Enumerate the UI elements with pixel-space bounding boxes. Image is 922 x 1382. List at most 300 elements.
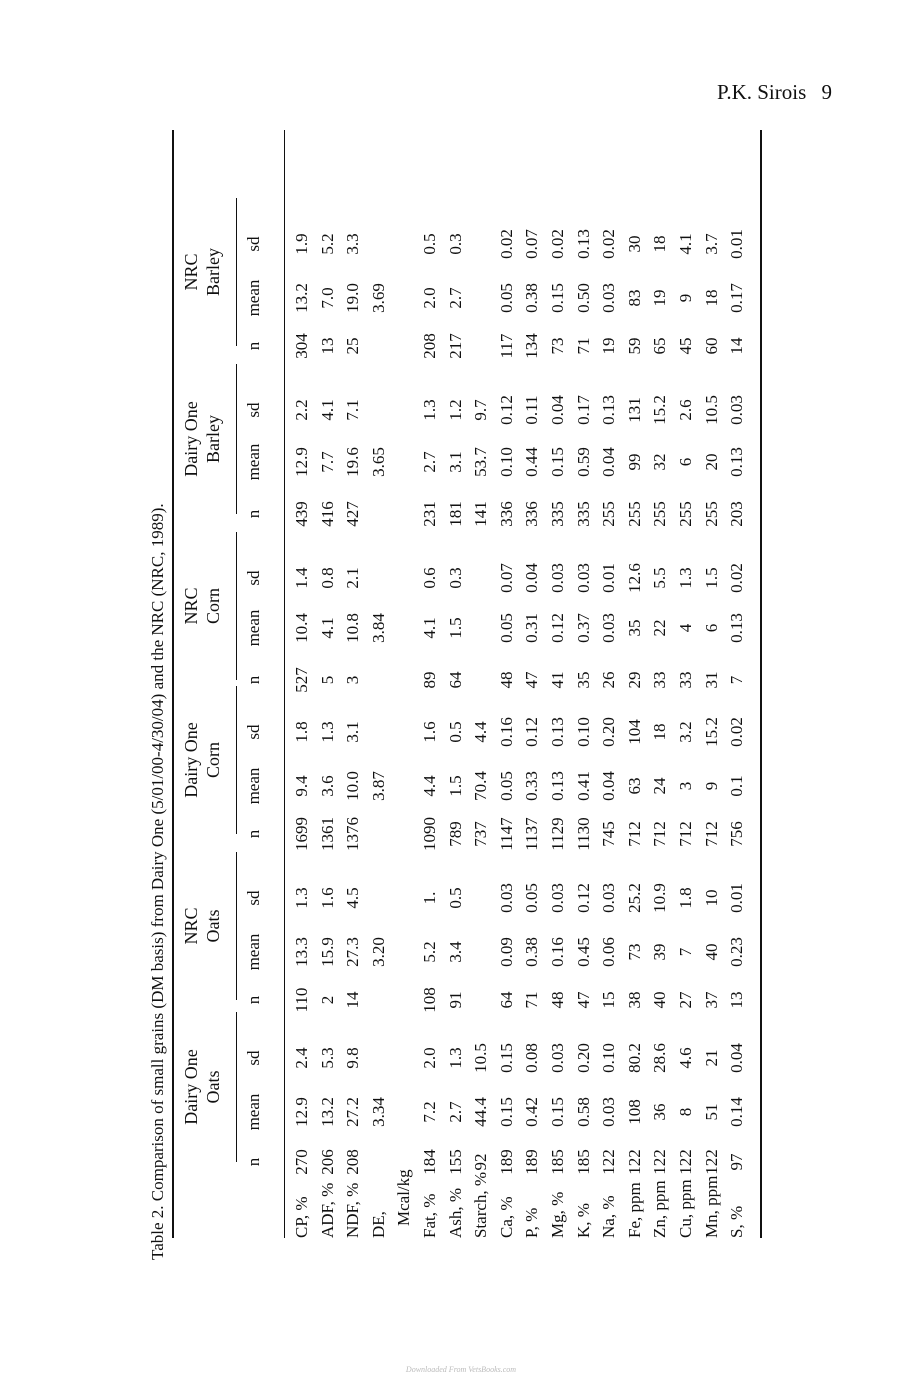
table-cell: 80.2	[624, 1043, 644, 1073]
table-cell: 4	[676, 623, 695, 633]
table-cell: 0.17	[727, 283, 747, 313]
table-cell: 0.03	[599, 883, 619, 913]
table-cell: 73	[548, 337, 567, 355]
table-cell: 0.38	[522, 937, 542, 967]
rotated-table-block	[148, 130, 768, 1260]
table-cell: 8	[676, 1107, 695, 1117]
table-cell: 3.65	[368, 447, 388, 477]
table-cell: 65	[650, 337, 670, 355]
table-cell: 2.0	[420, 1047, 439, 1069]
row-label: Na, %	[599, 1195, 619, 1238]
table-cell: 64	[445, 671, 465, 689]
table-cell: 36	[650, 1103, 670, 1121]
table-cell: 1.6	[317, 887, 337, 909]
table-cell: 18	[701, 289, 721, 307]
subheader-mean: mean	[244, 933, 263, 971]
table-cell: 0.15	[496, 1043, 516, 1073]
table-cell: 7.1	[343, 399, 363, 421]
table-cell: 0.33	[522, 771, 542, 801]
table-cell: 255	[676, 501, 695, 527]
table-cell: 25	[343, 337, 363, 355]
table-cell: 28.6	[650, 1043, 670, 1073]
subheader-n: n	[244, 341, 263, 351]
table-cell: 0.13	[548, 717, 567, 747]
row-label: Ash, %	[445, 1187, 465, 1238]
group-underline	[236, 686, 237, 834]
table-cell: 41	[548, 671, 567, 689]
subheader-sd: sd	[244, 570, 263, 586]
group-source-label: NRC	[181, 907, 201, 945]
table-cell: 0.05	[496, 771, 516, 801]
table-cell: 4.1	[317, 399, 337, 421]
table-cell: 117	[496, 333, 516, 359]
running-author: P.K. Sirois	[716, 80, 807, 104]
table-cell: 1137	[522, 817, 542, 851]
row-label: Mn, ppm	[701, 1175, 721, 1238]
table-cell: 1.9	[292, 233, 311, 255]
column-group-2	[180, 686, 224, 834]
table-cell: 4.5	[343, 887, 363, 909]
table-cell: 189	[496, 1149, 516, 1175]
header-rule	[284, 130, 285, 1238]
table-cell: 3.1	[343, 721, 363, 743]
table-cell: 10.8	[343, 613, 363, 643]
table-cell: 15	[599, 991, 619, 1009]
table-cell: 0.10	[496, 447, 516, 477]
table-cell: 9.7	[471, 399, 491, 421]
table-cell: 4.1	[317, 617, 337, 639]
table-cell: 71	[522, 991, 542, 1009]
table-cell: 0.3	[445, 233, 465, 255]
table-cell: 30	[624, 235, 644, 253]
table-cell: 737	[471, 821, 491, 847]
table-cell: 0.01	[599, 563, 619, 593]
table-cell: 3.1	[445, 451, 465, 473]
table-cell: 83	[624, 289, 644, 307]
table-cell: 0.05	[496, 613, 516, 643]
table-cell: 4.1	[420, 617, 439, 639]
table-cell: 71	[573, 337, 593, 355]
table-cell: 0.05	[496, 283, 516, 313]
row-label: Starch, %	[471, 1171, 491, 1238]
table-cell: 0.13	[573, 229, 593, 259]
table-cell: 5.3	[317, 1047, 337, 1069]
table-cell: 104	[624, 719, 644, 745]
table-cell: 0.13	[727, 447, 747, 477]
table-cell: 0.8	[317, 567, 337, 589]
table-cell: 4.6	[676, 1047, 695, 1069]
table-cell: 70.4	[471, 771, 491, 801]
table-cell: 0.16	[548, 937, 567, 967]
table-cell: 304	[292, 333, 311, 359]
table-cell: 0.15	[496, 1097, 516, 1127]
subheader-sd: sd	[244, 890, 263, 906]
table-cell: 0.03	[599, 283, 619, 313]
table-cell: 26	[599, 671, 619, 689]
row-label: Fat, %	[420, 1193, 439, 1238]
group-source-label: Dairy One	[181, 1049, 201, 1125]
table-cell: 14	[343, 991, 363, 1009]
group-underline	[236, 364, 237, 514]
table-cell: 3.20	[368, 937, 388, 967]
table-cell: 33	[650, 671, 670, 689]
table-cell: 0.12	[573, 883, 593, 913]
table-cell: 10.0	[343, 771, 363, 801]
table-cell: 15.2	[650, 395, 670, 425]
table-cell: 7.0	[317, 287, 337, 309]
table-cell: 3.4	[445, 941, 465, 963]
table-cell: 0.02	[599, 229, 619, 259]
table-cell: 15.2	[701, 717, 721, 747]
table-cell: 231	[420, 501, 439, 527]
table-cell: 0.12	[548, 613, 567, 643]
group-source-label: NRC	[181, 253, 201, 291]
subheader-mean: mean	[244, 279, 263, 317]
table-cell: 1.5	[445, 617, 465, 639]
subheader-n: n	[244, 509, 263, 519]
table-cell: 0.09	[496, 937, 516, 967]
table-cell: 19.6	[343, 447, 363, 477]
table-bottom-rule	[760, 130, 762, 1238]
table-cell: 39	[650, 943, 670, 961]
table-cell: 1.6	[420, 721, 439, 743]
table-cell: 48	[548, 991, 567, 1009]
table-cell: 1.5	[445, 775, 465, 797]
column-group-5	[180, 198, 224, 346]
download-watermark: Downloaded From VetsBooks.com	[405, 1365, 517, 1374]
table-cell: 13.3	[292, 937, 311, 967]
table-cell: 0.04	[522, 563, 542, 593]
table-cell: 22	[650, 619, 670, 637]
table-cell: 712	[624, 821, 644, 847]
table-cell: 9.4	[292, 775, 311, 797]
table-cell: 0.02	[727, 717, 747, 747]
table-cell: 184	[420, 1149, 439, 1175]
table-cell: 35	[573, 671, 593, 689]
group-grain-label: Corn	[203, 588, 223, 624]
table-cell: 3.34	[368, 1097, 388, 1127]
table-cell: 185	[573, 1149, 593, 1175]
table-cell: 92	[471, 1153, 491, 1171]
table-cell: 0.03	[573, 563, 593, 593]
table-cell: 0.38	[522, 283, 542, 313]
column-group-0	[180, 1012, 224, 1162]
table-cell: 59	[624, 337, 644, 355]
table-cell: 48	[496, 671, 516, 689]
table-cell: 6	[676, 457, 695, 467]
table-cell: 0.03	[599, 1097, 619, 1127]
table-cell: 712	[676, 821, 695, 847]
subheader-sd: sd	[244, 1050, 263, 1066]
table-cell: 336	[496, 501, 516, 527]
table-cell: 9	[701, 781, 721, 791]
row-label: Mcal/kg	[394, 1169, 414, 1226]
table-cell: 255	[650, 501, 670, 527]
table-cell: 108	[420, 987, 439, 1013]
table-cell: 3	[343, 675, 363, 685]
table-cell: 10.4	[292, 613, 311, 643]
table-cell: 336	[522, 501, 542, 527]
table-cell: 416	[317, 501, 337, 527]
table-cell: 3.84	[368, 613, 388, 643]
table-cell: 12.9	[292, 1097, 311, 1127]
table-cell: 89	[420, 671, 439, 689]
table-cell: 712	[701, 821, 721, 847]
table-cell: 1.3	[676, 567, 695, 589]
table-cell: 40	[701, 943, 721, 961]
table-cell: 0.23	[727, 937, 747, 967]
table-cell: 9	[676, 293, 695, 303]
table-cell: 3.6	[317, 775, 337, 797]
table-cell: 33	[676, 671, 695, 689]
table-cell: 2.1	[343, 567, 363, 589]
table-cell: 1.3	[445, 1047, 465, 1069]
table-cell: 108	[624, 1099, 644, 1125]
group-grain-label: Corn	[203, 742, 223, 778]
row-label: Fe, ppm	[624, 1182, 644, 1238]
table-cell: 439	[292, 501, 311, 527]
table-cell: 527	[292, 667, 311, 693]
row-label: Ca, %	[496, 1196, 516, 1238]
row-label: K, %	[573, 1203, 593, 1238]
table-cell: 44.4	[471, 1097, 491, 1127]
table-cell: 1.8	[676, 887, 695, 909]
table-cell: 0.13	[727, 613, 747, 643]
table-cell: 27	[676, 991, 695, 1009]
table-cell: 0.15	[548, 447, 567, 477]
table-cell: 0.45	[573, 937, 593, 967]
table-cell: 1130	[573, 817, 593, 851]
table-cell: 0.02	[496, 229, 516, 259]
table-cell: 19.0	[343, 283, 363, 313]
table-cell: 0.12	[522, 717, 542, 747]
subheader-mean: mean	[244, 443, 263, 481]
table-cell: 0.04	[727, 1043, 747, 1073]
table-cell: 5.2	[317, 233, 337, 255]
table-cell: 427	[343, 501, 363, 527]
table-cell: 15.9	[317, 937, 337, 967]
table-cell: 0.03	[496, 883, 516, 913]
table-cell: 1.3	[317, 721, 337, 743]
table-cell: 110	[292, 987, 311, 1013]
table-cell: 27.2	[343, 1097, 363, 1127]
table-cell: 12.9	[292, 447, 311, 477]
table-cell: 2.0	[420, 287, 439, 309]
group-underline	[236, 532, 237, 680]
table-cell: 0.50	[573, 283, 593, 313]
table-cell: 181	[445, 501, 465, 527]
table-cell: 155	[445, 1149, 465, 1175]
table-cell: 73	[624, 943, 644, 961]
row-label: Zn, ppm	[650, 1180, 670, 1238]
table-cell: 5	[317, 675, 337, 685]
group-grain-label: Oats	[203, 909, 223, 943]
table-cell: 18	[650, 723, 670, 741]
table-cell: 1.3	[292, 887, 311, 909]
table-cell: 0.03	[548, 883, 567, 913]
subheader-n: n	[244, 1157, 263, 1167]
table-cell: 45	[676, 337, 695, 355]
table-cell: 0.6	[420, 567, 439, 589]
table-cell: 1.8	[292, 721, 311, 743]
table-cell: 1376	[343, 817, 363, 851]
table-cell: 789	[445, 821, 465, 847]
table-cell: 712	[650, 821, 670, 847]
group-underline	[236, 1012, 237, 1162]
table-cell: 40	[650, 991, 670, 1009]
group-grain-label: Oats	[203, 1070, 223, 1104]
table-cell: 0.03	[548, 563, 567, 593]
table-cell: 2	[317, 995, 337, 1005]
table-cell: 37	[701, 991, 721, 1009]
table-cell: 3.87	[368, 771, 388, 801]
table-cell: 2.2	[292, 399, 311, 421]
table-cell: 64	[496, 991, 516, 1009]
table-cell: 20	[701, 453, 721, 471]
subheader-mean: mean	[244, 1093, 263, 1131]
group-source-label: Dairy One	[181, 401, 201, 477]
subheader-mean: mean	[244, 609, 263, 647]
table-cell: 756	[727, 821, 747, 847]
table-cell: 0.08	[522, 1043, 542, 1073]
table-cell: 25.2	[624, 883, 644, 913]
table-cell: 335	[573, 501, 593, 527]
table-cell: 189	[522, 1149, 542, 1175]
table-cell: 0.15	[548, 283, 567, 313]
table-cell: 6	[701, 623, 721, 633]
table-cell: 7.2	[420, 1101, 439, 1123]
table-cell: 0.04	[599, 771, 619, 801]
subheader-sd: sd	[244, 724, 263, 740]
table-cell: 255	[599, 501, 619, 527]
table-cell: 1361	[317, 817, 337, 851]
group-grain-label: Barley	[203, 248, 223, 296]
table-cell: 0.59	[573, 447, 593, 477]
table-cell: 38	[624, 991, 644, 1009]
table-cell: 0.1	[727, 775, 747, 797]
row-label: P, %	[522, 1207, 542, 1238]
table-cell: 0.58	[573, 1097, 593, 1127]
table-cell: 0.13	[599, 395, 619, 425]
table-cell: 2.7	[420, 451, 439, 473]
group-underline	[236, 198, 237, 346]
table-cell: 255	[624, 501, 644, 527]
table-cell: 1147	[496, 817, 516, 851]
table-cell: 0.41	[573, 771, 593, 801]
subheader-mean: mean	[244, 767, 263, 805]
table-cell: 91	[445, 991, 465, 1009]
table-cell: 63	[624, 777, 644, 795]
table-cell: 0.11	[522, 395, 542, 425]
group-underline	[236, 852, 237, 1000]
table-cell: 0.02	[727, 563, 747, 593]
table-cell: 0.12	[496, 395, 516, 425]
table-cell: 27.3	[343, 937, 363, 967]
table-cell: 1699	[292, 817, 311, 851]
row-label: NDF, %	[343, 1182, 363, 1238]
group-source-label: Dairy One	[181, 722, 201, 798]
table-cell: 0.15	[548, 1097, 567, 1127]
table-cell: 745	[599, 821, 619, 847]
table-cell: 1.2	[445, 399, 465, 421]
subheader-sd: sd	[244, 402, 263, 418]
table-cell: 3.7	[701, 233, 721, 255]
page-number: 9	[821, 80, 832, 104]
table-cell: 4.4	[471, 721, 491, 743]
table-cell: 0.20	[573, 1043, 593, 1073]
page-header	[707, 80, 832, 105]
table-cell: 47	[522, 671, 542, 689]
table-cell: 208	[420, 333, 439, 359]
table-cell: 208	[343, 1149, 363, 1175]
table-cell: 2.6	[676, 399, 695, 421]
table-cell: 29	[624, 671, 644, 689]
table-cell: 0.03	[599, 613, 619, 643]
table-cell: 13	[727, 991, 747, 1009]
table-cell: 0.13	[548, 771, 567, 801]
table-cell: 0.03	[548, 1043, 567, 1073]
table-cell: 0.05	[522, 883, 542, 913]
row-label: S, %	[727, 1205, 747, 1238]
table-cell: 18	[650, 235, 670, 253]
row-label: Cu, ppm	[676, 1179, 695, 1238]
table-cell: 13.2	[317, 1097, 337, 1127]
table-cell: 3.69	[368, 283, 388, 313]
row-label: Mg, %	[548, 1191, 567, 1238]
table-cell: 10.9	[650, 883, 670, 913]
table-cell: 0.06	[599, 937, 619, 967]
table-cell: 24	[650, 777, 670, 795]
table-cell: 2.7	[445, 1101, 465, 1123]
table-cell: 10.5	[471, 1043, 491, 1073]
table-cell: 122	[701, 1149, 721, 1175]
group-source-label: NRC	[181, 587, 201, 625]
table-cell: 131	[624, 397, 644, 423]
table-cell: 0.01	[727, 229, 747, 259]
table-cell: 35	[624, 619, 644, 637]
table-cell: 0.20	[599, 717, 619, 747]
table-cell: 270	[292, 1149, 311, 1175]
table-cell: 7	[727, 675, 747, 685]
table-cell: 122	[650, 1149, 670, 1175]
table-cell: 9.8	[343, 1047, 363, 1069]
table-cell: 97	[727, 1153, 747, 1171]
table-cell: 3.2	[676, 721, 695, 743]
table-cell: 60	[701, 337, 721, 355]
subheader-n: n	[244, 829, 263, 839]
table-cell: 21	[701, 1049, 721, 1067]
table-cell: 19	[599, 337, 619, 355]
table-cell: 1.3	[420, 399, 439, 421]
table-cell: 51	[701, 1103, 721, 1121]
table-cell: 0.17	[573, 395, 593, 425]
table-cell: 141	[471, 501, 491, 527]
table-cell: 3.3	[343, 233, 363, 255]
row-label: DE,	[368, 1211, 388, 1238]
table-cell: 2.4	[292, 1047, 311, 1069]
table-cell: 1090	[420, 817, 439, 851]
table-cell: 13	[317, 337, 337, 355]
table-cell: 1129	[548, 817, 567, 851]
table-cell: 0.01	[727, 883, 747, 913]
row-label: ADF, %	[317, 1182, 337, 1238]
table-cell: 7	[676, 947, 695, 957]
table-cell: 0.04	[548, 395, 567, 425]
table-cell: 2.7	[445, 287, 465, 309]
table-cell: 31	[701, 671, 721, 689]
table-cell: 1.	[420, 891, 439, 905]
table-cell: 12.6	[624, 563, 644, 593]
